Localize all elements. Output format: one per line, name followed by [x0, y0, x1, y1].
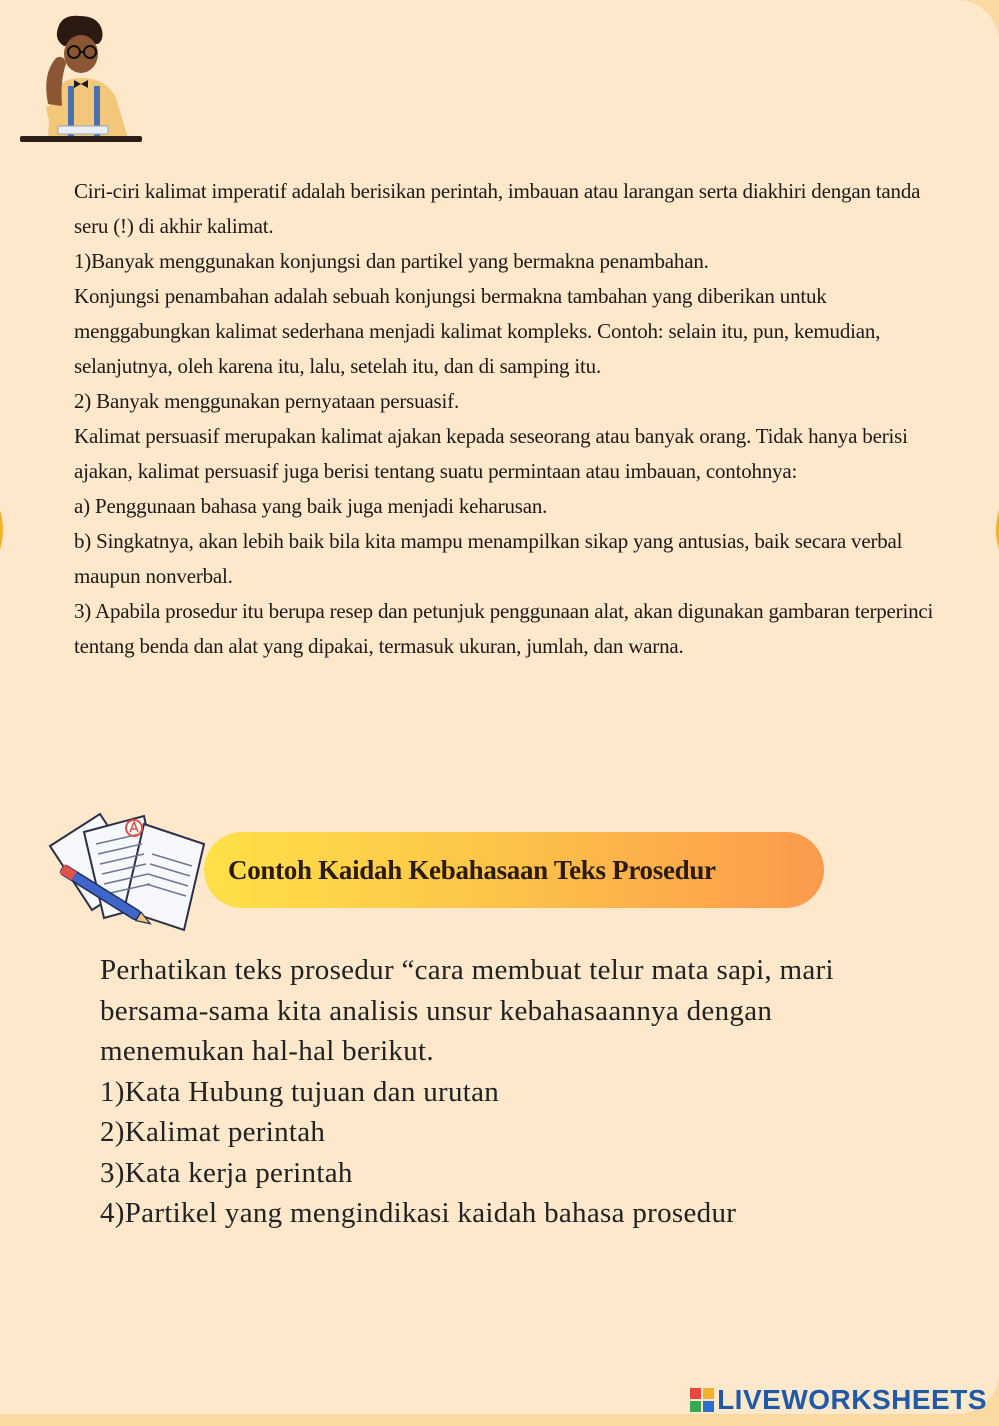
brand-text: LIVEWORKSHEETS [717, 1384, 987, 1415]
liveworksheets-logo-icon [689, 1387, 715, 1413]
section-title: Contoh Kaidah Kebahasaan Teks Prosedur [228, 854, 716, 885]
paragraph-example-a: a) Penggunaan bahasa yang baik juga menjadi keharusan. [74, 494, 548, 518]
exercise-item: 1)Kata Hubung tujuan dan urutan [100, 1075, 500, 1108]
liveworksheets-branding[interactable] [689, 1384, 987, 1416]
exercise-item: 2)Kalimat perintah [100, 1116, 326, 1148]
paragraph-point-1: 1)Banyak menggunakan konjungsi dan partikel yang bermakna penambahan. [74, 249, 709, 273]
paragraph-example-b: b) Singkatnya, akan lebih baik bila kita mampu menampilkan sikap yang antusias, baik secara verbal maupun nonverbal. [74, 529, 903, 588]
documents-pen-icon [44, 806, 214, 936]
paragraph-persuasive: Kalimat persuasif merupakan kalimat ajakan kepada seseorang atau banyak orang. Tidak hanya berisi ajakan, kalimat persuasif juga berisi tentang suatu permintaan atau imbauan, contohnya: [74, 424, 908, 483]
exercise-item: 3)Kata kerja perintah [100, 1156, 353, 1189]
exercise-item: 4)Partikel yang mengindikasi kaidah bahasa prosedur [100, 1197, 737, 1229]
section-banner [204, 832, 824, 908]
student-avatar-icon [18, 14, 144, 148]
paragraph-conjunction: Konjungsi penambahan adalah sebuah konjungsi bermakna tambahan yang diberikan untuk menggabungkan kalimat sederhana menjadi kalimat kompleks. Contoh: selain itu, pun, kemudian, selanjutnya, oleh karena itu, lalu, setelah itu, dan di samping itu. [74, 284, 881, 378]
paragraph-point-3: 3) Apabila prosedur itu berupa resep dan petunjuk penggunaan alat, akan digunakan gambaran terperinci tentang benda dan alat yang dipakai, termasuk ukuran, jumlah, dan warna. [74, 599, 934, 658]
paragraph-definition: Ciri-ciri kalimat imperatif adalah berisikan perintah, imbauan atau larangan serta diakhiri dengan tanda seru (!) di akhir kalimat. [74, 179, 921, 238]
exercise-intro: Perhatikan teks prosedur “cara membuat telur mata sapi, mari bersama-sama kita analisis unsur kebahasaannya dengan menemukan hal-hal berikut. [100, 954, 834, 1067]
explanation-text [74, 174, 934, 664]
exercise-block [100, 950, 920, 1234]
paragraph-point-2: 2) Banyak menggunakan pernyataan persuasif. [74, 389, 460, 413]
